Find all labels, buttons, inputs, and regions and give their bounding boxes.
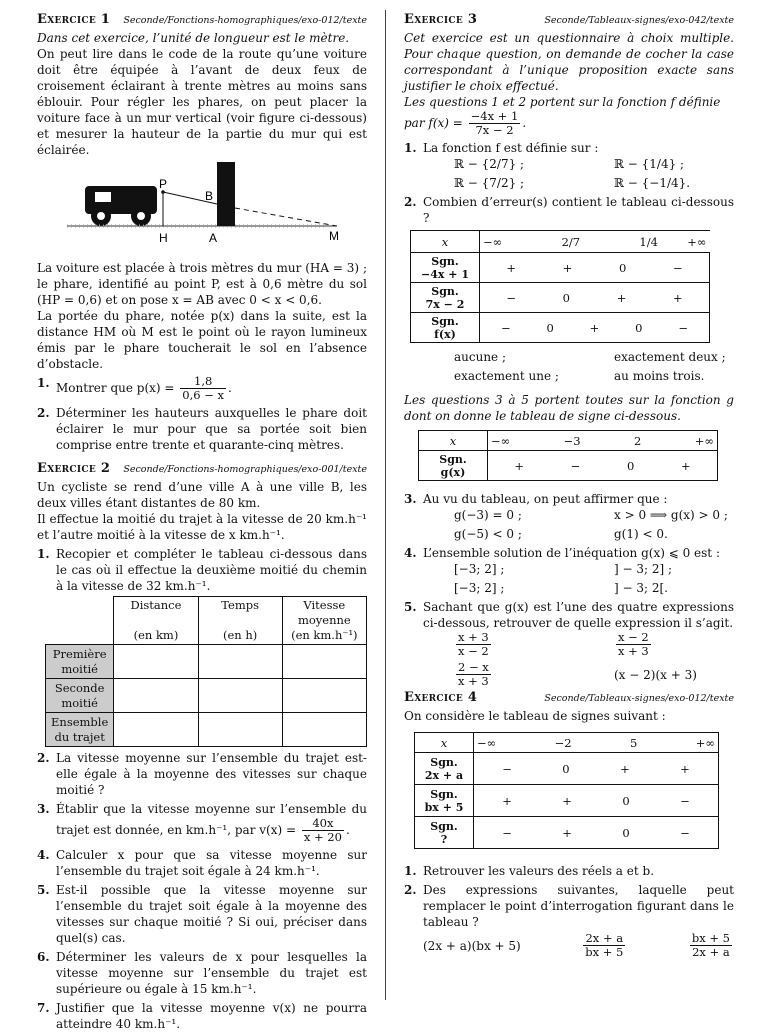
option[interactable]: g(−5) < 0 ; xyxy=(454,527,522,541)
ex1-intro: Dans cet exercice, l’unité de longueur est le mètre. xyxy=(37,31,350,45)
row-label: Sgn. f(x) xyxy=(411,313,480,343)
ex4-path: Seconde/Tableaux-signes/exo-012/texte xyxy=(544,693,734,704)
option[interactable]: aucune ; xyxy=(454,350,507,364)
ex1-path: Seconde/Fonctions-homographiques/exo-012/texte xyxy=(123,15,367,26)
option[interactable]: [−3; 2] ; xyxy=(454,581,505,595)
row-label: Sgn. g(x) xyxy=(419,451,488,481)
option[interactable]: ] − 3; 2] ; xyxy=(614,562,673,576)
ex3-question-5: 5. Sachant que g(x) est l’une des quatre expressions ci-dessous, retrouver de quelle expression il s’agit. xyxy=(404,600,734,630)
ex4-intro: On considère le tableau de signes suivant : xyxy=(404,709,666,723)
q1-options xyxy=(454,156,734,191)
ex3-header xyxy=(404,12,734,29)
light-ray xyxy=(235,208,337,226)
wall xyxy=(217,162,235,226)
ex2-title: Exercice 2 xyxy=(37,461,111,476)
option[interactable]: [−3; 2] ; xyxy=(454,562,505,576)
ex3-title: Exercice 3 xyxy=(404,12,478,27)
ex2-paragraph-1: Un cycliste se rend d’une ville A à une ville B, les deux villes étant distantes de 80 km. xyxy=(37,480,367,510)
ex1-paragraph-1: On peut lire dans le code de la route qu’une voiture doit être équipée à l’avant de deux feux de croisement éclairant à trente mètres au moins sans éblouir. Pour régler les phares, on peut placer la voiture face à un mur vertical (voir figure ci-dessous) et mesurer la hauteur de la partie du mur qui est éclairée. xyxy=(37,47,367,157)
ex3-f-intro: Les questions 1 et 2 portent sur la fonction f définie par f(x) = $\frac{-4x + 1}{7x - 2}$ . xyxy=(404,95,721,137)
col-vitesse: Vitesse moyenne (en km.h⁻¹) xyxy=(282,597,366,645)
ex3-question-2: 2. Combien d’erreur(s) contient le tableau ci-dessous ? xyxy=(404,195,734,225)
ex3-question-3: 3. Au vu du tableau, on peut affirmer que : xyxy=(404,492,668,506)
ex3-path: Seconde/Tableaux-signes/exo-042/texte xyxy=(544,15,734,26)
option[interactable]: ℝ − {−1/4}. xyxy=(614,176,691,190)
option[interactable]: au moins trois. xyxy=(614,369,705,383)
ex4-q2-options xyxy=(423,932,734,959)
option[interactable]: g(−3) = 0 ; xyxy=(454,508,522,522)
ex2-path: Seconde/Fonctions-homographiques/exo-001/texte xyxy=(123,464,367,475)
label-h: H xyxy=(159,231,168,245)
sign-table-f: x −∞ 2/7 1/4 +∞ Sgn. −4x + 1 + + 0 − Sgn. 7x − 2 − 0 + + Sgn. f(x) − 0 + 0 − xyxy=(410,230,710,343)
ex2-paragraph-2: Il effectue la moitié du trajet à la vitesse de 20 km.h⁻¹ et l’autre moitié à la vitesse de x km.h⁻¹. xyxy=(37,512,367,542)
option[interactable]: $\frac{x - 2}{x + 3}$ xyxy=(618,630,649,658)
q5-options xyxy=(454,631,734,688)
col-distance: Distance (en km) xyxy=(114,597,198,645)
row-label: Sgn. ? xyxy=(415,817,474,849)
label-b: B xyxy=(205,189,214,203)
ex3-g-intro: Les questions 3 à 5 portent toutes sur la fonction g dont on donne le tableau de signe ci-dessous. xyxy=(404,393,734,423)
ex1-question-2: 2. Déterminer les hauteurs auxquelles le phare doit éclairer le mur pour que sa portée soit bien comprise entre trente et quarante-cinq mètres. xyxy=(37,406,367,452)
ex2-question-4: 4. Calculer x pour que sa vitesse moyenne sur l’ensemble du trajet soit égale à 24 km.h⁻¹. xyxy=(37,848,367,878)
q2-options xyxy=(454,349,734,384)
ex4-header xyxy=(404,690,734,707)
ex2-question-6: 6. Déterminer les valeurs de x pour lesquelles la vitesse moyenne sur l’ensemble du trajet est supérieure ou égale à 15 km.h⁻¹. xyxy=(37,950,367,996)
fraction: $\frac{1,8}{0,6 - x}$ xyxy=(182,374,225,402)
ex4-title: Exercice 4 xyxy=(404,690,478,705)
option[interactable]: $\frac{2 - x}{x + 3}$ xyxy=(458,660,489,688)
ex2-header xyxy=(37,461,367,478)
ex3-intro: Cet exercice est un questionnaire à choix multiple. Pour chaque question, on demande de cocher la case correspondant à l’unique proposition exacte sans justifier le choix effectué. xyxy=(404,31,734,93)
ex2-question-5: 5. Est-il possible que la vitesse moyenne sur l’ensemble du trajet soit égale à la moyenne des vitesses sur chaque moitié ? Si oui, préciser dans quel(s) cas. xyxy=(37,883,367,945)
column-divider xyxy=(385,10,386,1000)
ex1-paragraph-3: La portée du phare, notée p(x) dans la suite, est la distance HM où M est le point où le rayon lumineux émis par le phare toucherait le sol en l’absence d’obstacle. xyxy=(37,309,367,371)
fraction: $\frac{40x}{x + 20}$ xyxy=(303,816,342,844)
label-m: M xyxy=(329,229,339,243)
sign-table-ex4: x −∞ −2 5 +∞ Sgn. 2x + a − 0 + + Sgn. bx + 5 + + 0 − Sgn. ? − + 0 − xyxy=(414,732,719,849)
ex4-question-1: 1. Retrouver les valeurs des réels a et b. xyxy=(404,864,655,878)
row-label: Sgn. 2x + a xyxy=(415,753,474,785)
option[interactable]: x > 0 ⟹ g(x) > 0 ; xyxy=(614,508,728,522)
row-seconde: Seconde moitié xyxy=(46,679,114,713)
option[interactable]: ℝ − {2/7} ; xyxy=(454,157,525,171)
label-a: A xyxy=(209,231,218,245)
ex1-question-1: 1. Montrer que p(x) = $\frac{1,8}{0,6 - x}$ . xyxy=(37,374,232,402)
sign-table-g: x −∞ −3 2 +∞ Sgn. g(x) + − 0 + xyxy=(418,430,718,481)
row-label: Sgn. bx + 5 xyxy=(415,785,474,817)
left-column xyxy=(37,12,367,1032)
q4-options xyxy=(454,561,734,596)
option[interactable]: ℝ − {1/4} ; xyxy=(614,157,685,171)
ex2-question-7: 7. Justifier que la vitesse moyenne v(x) ne pourra atteindre 40 km.h⁻¹. xyxy=(37,1001,367,1031)
car-window xyxy=(95,192,111,202)
ex2-question-3: 3. Établir que la vitesse moyenne sur l’ensemble du trajet est donnée, en km.h⁻¹, par v(x) = $\frac{40x}{x + 20}$ . xyxy=(37,802,367,844)
option[interactable]: (2x + a)(bx + 5) xyxy=(423,938,521,953)
row-label: Sgn. −4x + 1 xyxy=(411,253,480,283)
option[interactable]: exactement deux ; xyxy=(614,350,726,364)
option[interactable]: $\frac{x + 3}{x - 2}$ xyxy=(458,630,489,658)
ex2-question-2: 2. La vitesse moyenne sur l’ensemble du trajet est-elle égale à la moyenne des vitesses sur chaque moitié ? xyxy=(37,751,367,797)
row-ensemble: Ensemble du trajet xyxy=(46,713,114,747)
option[interactable]: ] − 3; 2[. xyxy=(614,581,668,595)
option[interactable]: (x − 2)(x + 3) xyxy=(614,667,697,682)
ex1-paragraph-2: La voiture est placée à trois mètres du mur (HA = 3) ; le phare, identifié au point P, est à 0,6 mètre du sol (HP = 0,6) et on pose x = AB avec 0 < x < 0,6. xyxy=(37,261,367,307)
option[interactable]: exactement une ; xyxy=(454,369,559,383)
option[interactable]: $\frac{2x + a}{bx + 5}$ xyxy=(585,931,624,959)
ex1-title: Exercice 1 xyxy=(37,12,111,27)
ex1-header xyxy=(37,12,367,29)
ex2-question-1: 1. Recopier et compléter le tableau ci-dessous dans le cas où il effectue la deuxième moitié du chemin à la vitesse de 32 km.h⁻¹. xyxy=(37,547,367,593)
car-wall-figure xyxy=(37,162,367,250)
fraction: $\frac{-4x + 1}{7x - 2}$ xyxy=(470,109,519,137)
label-p: P xyxy=(159,177,168,191)
ex3-question-4: 4. L’ensemble solution de l’inéquation g(x) ⩽ 0 est : xyxy=(404,546,720,560)
ex4-question-2: 2. Des expressions suivantes, laquelle peut remplacer le point d’interrogation figurant dans le tableau ? xyxy=(404,883,734,929)
ex3-question-1: 1. La fonction f est définie sur : xyxy=(404,141,599,155)
speed-table xyxy=(45,596,367,747)
col-temps: Temps (en h) xyxy=(198,597,282,645)
option[interactable]: $\frac{bx + 5}{2x + a}$ xyxy=(691,931,730,959)
row-premiere: Première moitié xyxy=(46,645,114,679)
option[interactable]: ℝ − {7/2} ; xyxy=(454,176,525,190)
q3-options xyxy=(454,507,734,542)
right-column xyxy=(404,12,734,959)
option[interactable]: g(1) < 0. xyxy=(614,527,668,541)
row-label: Sgn. 7x − 2 xyxy=(411,283,480,313)
